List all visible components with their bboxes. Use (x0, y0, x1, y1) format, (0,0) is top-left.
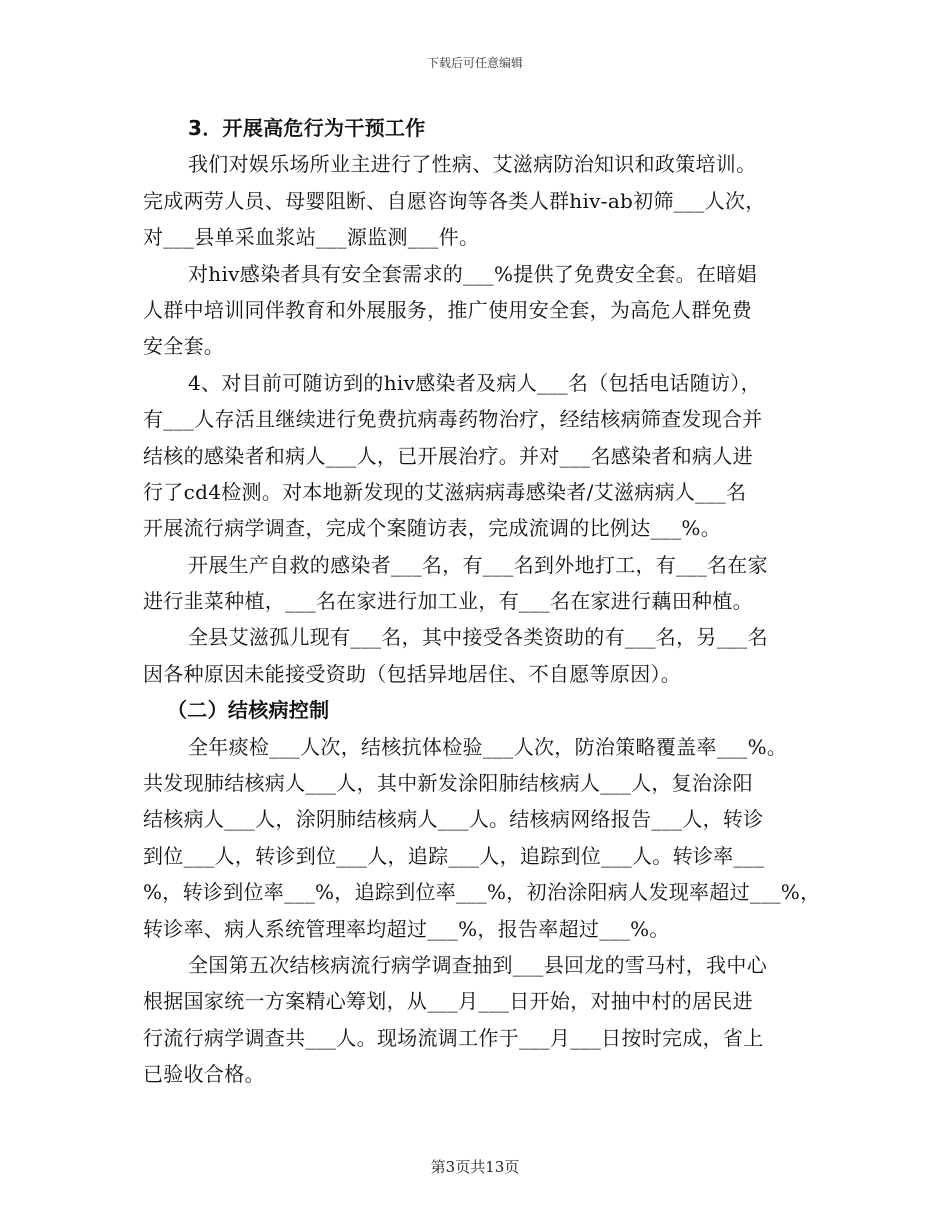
page-header: 下载后可任意编辑 (426, 56, 523, 70)
paragraph-line: 行了cd4检测。对本地新发现的艾滋病病毒感染者/艾滋病病人___名 (143, 479, 747, 504)
paragraph-line: 完成两劳人员、母婴阻断、自愿咨询等各类人群hiv-ab初筛___人次， (143, 188, 766, 213)
paragraph-line: 行流行病学调查共___人。现场流调工作于___月___日按时完成，省上 (143, 1025, 764, 1050)
paragraph-line: 根据国家统一方案精心筹划，从___月___日开始，对抽中村的居民进 (143, 989, 753, 1014)
paragraph-line: 开展生产自救的感染者___名，有___名到外地打工，有___名在家 (188, 552, 768, 577)
paragraph-line: 进行韭菜种植，___名在家进行加工业，有___名在家进行藕田种植。 (143, 589, 753, 614)
paragraph-line: 人群中培训同伴教育和外展服务，推广使用安全套，为高危人群免费 (143, 297, 752, 322)
paragraph-line: 对hiv感染者具有安全套需求的___%提供了免费安全套。在暗娼 (188, 261, 757, 286)
paragraph-line: 有___人存活且继续进行免费抗病毒药物治疗，经结核病筛查发现合并 (143, 407, 763, 432)
paragraph-line: 全国第五次结核病流行病学调查抽到___县回龙的雪马村，我中心 (188, 952, 767, 977)
paragraph-line: 因各种原因未能接受资助（包括异地居住、不自愿等原因）。 (143, 661, 682, 686)
paragraph-line: %，转诊到位率___%，追踪到位率___%，初治涂阳病人发现率超过___%， (143, 880, 821, 905)
section-heading-3: 3．开展高危行为干预工作 (188, 116, 426, 140)
paragraph-line: 结核的感染者和病人___人，已开展治疗。并对___名感染者和病人进 (143, 443, 753, 468)
paragraph-line: 全年痰检___人次，结核抗体检验___人次，防治策略覆盖率___%。 (188, 734, 788, 759)
paragraph-line: 对___县单采血浆站___源监测___件。 (143, 225, 480, 250)
paragraph-line: 转诊率、病人系统管理率均超过___%，报告率超过___%。 (143, 916, 670, 941)
paragraph-line: 已验收合格。 (143, 1062, 265, 1087)
section-heading-tb-control: （二）结核病控制 (167, 698, 330, 723)
paragraph-line: 4、对目前可随访到的hiv感染者及病人___名（包括电话随访）， (188, 370, 761, 395)
paragraph-line: 全县艾滋孤儿现有___名，其中接受各类资助的有___名，另___名 (188, 625, 768, 650)
paragraph-line: 安全套。 (143, 334, 225, 359)
paragraph-line: 到位___人，转诊到位___人，追踪___人，追踪到位___人。转诊率___ (143, 843, 765, 868)
paragraph-line: 共发现肺结核病人___人，其中新发涂阳肺结核病人___人，复治涂阳 (143, 771, 753, 796)
paragraph-line: 开展流行病学调查，完成个案随访表，完成流调的比例达___%。 (143, 516, 722, 541)
page-footer: 第3页共13页 (430, 1158, 520, 1176)
paragraph-line: 结核病人___人，涂阴肺结核病人___人。结核病网络报告___人，转诊 (143, 807, 764, 832)
paragraph-line: 我们对娱乐场所业主进行了性病、艾滋病防治知识和政策培训。 (188, 152, 757, 177)
document-body (143, 110, 821, 1093)
